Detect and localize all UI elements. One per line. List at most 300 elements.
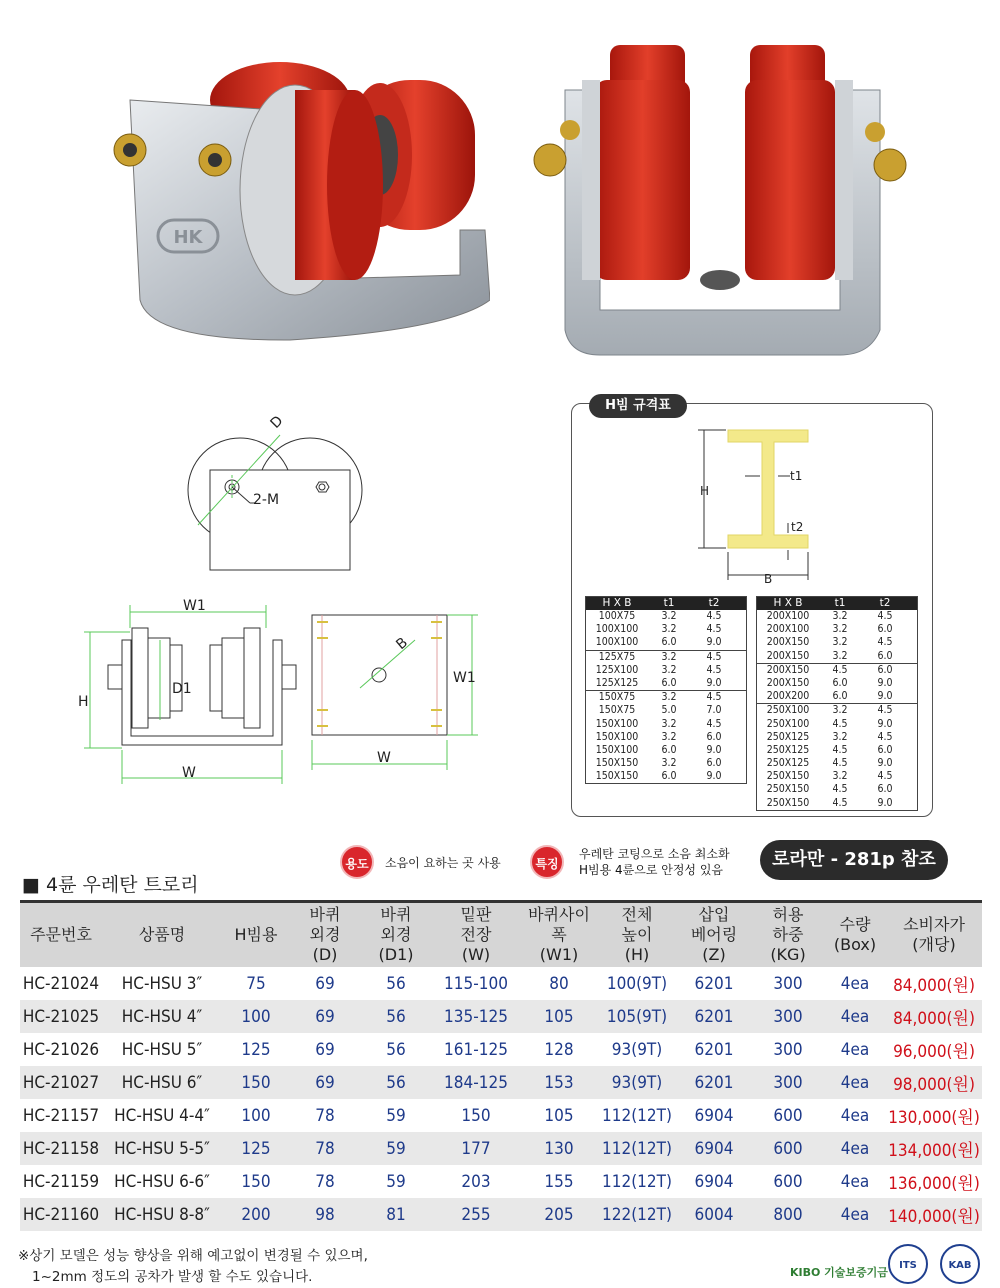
table-cell: 600: [773, 1171, 803, 1192]
col-t2: t2: [708, 597, 720, 609]
spec-hxb: 250X125: [766, 743, 810, 756]
table-cell: 75: [246, 973, 266, 994]
spec-hxb: 150X75: [598, 704, 636, 717]
table-cell: 6201: [676, 1000, 752, 1033]
spec-hxb: 200X150: [766, 663, 810, 676]
table-cell: 153: [520, 1066, 598, 1099]
table-cell: 177: [432, 1132, 520, 1165]
table-cell: 112(12T): [598, 1132, 676, 1165]
kab-logo: KAB: [940, 1244, 980, 1284]
hbeam-spec-row: [757, 797, 917, 810]
table-cell: 184-125: [432, 1066, 520, 1099]
spec-t2: 6.0: [877, 783, 893, 796]
table-cell: 115-100: [444, 973, 508, 994]
table-cell: 140,000(원): [886, 1198, 982, 1231]
table-cell: HC-HSU 5″: [121, 1039, 203, 1060]
spec-t1: 3.2: [832, 649, 848, 662]
its-logo: ITS: [888, 1244, 928, 1284]
hbeam-label-t2: t2: [791, 520, 804, 534]
hbeam-spec-row: [757, 636, 917, 649]
spec-t1: 4.5: [832, 663, 848, 676]
column-header: [222, 902, 290, 968]
table-row: [20, 1165, 982, 1198]
spec-t2: 6.0: [877, 743, 893, 756]
spec-hxb: 100X100: [595, 623, 639, 636]
spec-t1: 4.5: [832, 757, 848, 770]
label-b: B: [393, 634, 411, 654]
hbeam-table-right: [756, 596, 918, 811]
column-header-line: 삽입: [698, 905, 730, 924]
spec-t1: 6.0: [661, 636, 677, 649]
table-cell: 56: [386, 1039, 406, 1060]
table-cell: 69: [290, 1000, 360, 1033]
spec-t1: 6.0: [832, 676, 848, 689]
column-header: [752, 902, 824, 968]
front-view-drawing: [70, 590, 300, 790]
spec-t2: 7.0: [706, 704, 722, 717]
spec-hxb: 125X125: [595, 676, 639, 689]
table-cell: 161-125: [444, 1039, 508, 1060]
table-cell: 6904: [694, 1171, 734, 1192]
column-header-line: (H): [624, 945, 650, 964]
table-cell: 255: [432, 1198, 520, 1231]
spec-t1: 3.2: [832, 623, 848, 636]
spec-t2: 4.5: [706, 650, 722, 663]
column-header-line: 전장: [460, 925, 492, 944]
table-cell: HC-21025: [20, 1000, 102, 1033]
column-header-line: 높이: [621, 925, 653, 944]
hbeam-table-left: [585, 596, 747, 784]
table-cell: 125: [241, 1039, 271, 1060]
table-cell: 150: [241, 1171, 271, 1192]
table-cell: HC-21157: [22, 1105, 100, 1126]
svg-text:HK: HK: [173, 227, 203, 248]
spec-t2: 9.0: [706, 676, 722, 689]
badge-use: 용도: [340, 845, 374, 879]
table-cell: HC-HSU 4-4″: [114, 1105, 210, 1126]
table-cell: 80: [549, 973, 569, 994]
spec-hxb: 150X100: [595, 717, 639, 730]
spec-hxb: 250X150: [766, 770, 810, 783]
hbeam-spec-row: [586, 690, 746, 704]
spec-t2: 4.5: [706, 691, 722, 704]
table-cell: 56: [386, 973, 406, 994]
spec-t2: 6.0: [706, 730, 722, 743]
reference-pill: 로라만 - 281p 참조: [760, 840, 948, 880]
column-header-line: 바퀴사이: [528, 905, 590, 924]
kibo-logo: KIBO 기술보증기금: [790, 1266, 888, 1279]
spec-t1: 3.2: [832, 704, 848, 717]
spec-hxb: 150X75: [598, 691, 636, 704]
spec-t2: 9.0: [706, 770, 722, 783]
label-w-plan: W: [377, 750, 391, 766]
spec-hxb: 250X100: [766, 717, 810, 730]
table-cell: 100: [222, 1000, 290, 1033]
table-cell: 130: [520, 1132, 598, 1165]
top-view-drawing: [180, 405, 390, 575]
spec-t1: 5.0: [661, 704, 677, 717]
table-cell: 300: [752, 1066, 824, 1099]
badge-feature-text: [579, 846, 730, 878]
spec-t1: 3.2: [661, 757, 677, 770]
product-photo-front: [90, 40, 490, 360]
spec-t1: 3.2: [661, 663, 677, 676]
column-header: [102, 902, 222, 968]
table-cell: 78: [315, 1105, 335, 1126]
hbeam-spec-row: [586, 677, 746, 690]
column-header: [598, 902, 676, 968]
table-cell: 300: [773, 1039, 803, 1060]
table-cell: 69: [315, 973, 335, 994]
table-cell: 800: [752, 1198, 824, 1231]
table-cell: 100(9T): [606, 973, 668, 994]
table-cell: 6201: [694, 1039, 734, 1060]
spec-t2: 4.5: [877, 730, 893, 743]
spec-t1: 4.5: [832, 796, 848, 809]
hbeam-spec-row: [757, 783, 917, 796]
table-cell: 69: [315, 1039, 335, 1060]
spec-hxb: 200X150: [766, 649, 810, 662]
column-header: [432, 902, 520, 968]
footer-note-line2: 1~2mm 정도의 공차가 발생 할 수도 있습니다.: [32, 1269, 313, 1285]
table-cell: HC-21159: [22, 1171, 100, 1192]
spec-t2: 4.5: [706, 717, 722, 730]
table-row: [20, 1033, 982, 1066]
table-cell: 150: [461, 1105, 491, 1126]
hbeam-spec-row: [757, 757, 917, 770]
column-header-line: 전체: [621, 905, 653, 924]
column-header: [20, 902, 102, 968]
spec-t2: 4.5: [706, 623, 722, 636]
hbeam-spec-row: [757, 703, 917, 717]
hbeam-table-header: [586, 597, 746, 610]
spec-t1: 3.2: [832, 636, 848, 649]
table-cell: 134,000(원): [886, 1132, 982, 1165]
table-row: [20, 967, 982, 1000]
table-cell: 205: [520, 1198, 598, 1231]
plan-view-drawing: [300, 600, 490, 780]
table-cell: 69: [290, 1066, 360, 1099]
column-header: [360, 902, 432, 968]
table-cell: 105: [544, 1105, 574, 1126]
table-cell: HC-HSU 4″: [102, 1000, 222, 1033]
hbeam-spec-row: [757, 677, 917, 690]
column-header-line: (W1): [539, 945, 579, 964]
table-cell: 105(9T): [598, 1000, 676, 1033]
spec-hxb: 200X150: [766, 636, 810, 649]
spec-t2: 9.0: [877, 796, 893, 809]
footer-note: [18, 1246, 368, 1288]
spec-hxb: 250X150: [766, 783, 810, 796]
spec-t1: 3.2: [661, 730, 677, 743]
column-header-line: 소비자가: [903, 915, 965, 934]
badge-use-text: 소음이 요하는 곳 사용: [385, 856, 501, 870]
table-cell: 200: [222, 1198, 290, 1231]
spec-t1: 4.5: [832, 717, 848, 730]
spec-hxb: 150X150: [595, 757, 639, 770]
table-cell: 300: [773, 973, 803, 994]
spec-hxb: 125X100: [595, 663, 639, 676]
spec-hxb: 100X100: [595, 636, 639, 649]
hbeam-table-header: [757, 597, 917, 610]
spec-hxb: 100X75: [598, 610, 636, 622]
label-d: D: [267, 412, 287, 432]
table-cell: 6904: [676, 1132, 752, 1165]
column-header: [290, 902, 360, 968]
col-t1: t1: [834, 597, 846, 609]
hbeam-spec-row: [586, 757, 746, 770]
hbeam-spec-row: [586, 636, 746, 649]
column-header-line: 허용: [772, 905, 804, 924]
hbeam-spec-row: [586, 664, 746, 677]
spec-t2: 6.0: [706, 757, 722, 770]
badge-feature: 특징: [530, 845, 564, 879]
column-header-line: (D1): [378, 945, 414, 964]
column-header-line: (D): [312, 945, 338, 964]
table-cell: HC-21026: [22, 1039, 100, 1060]
table-cell: 98,000(원): [886, 1066, 982, 1099]
spec-t2: 9.0: [706, 636, 722, 649]
table-cell: HC-HSU 6-6″: [114, 1171, 210, 1192]
table-cell: 59: [386, 1171, 406, 1192]
column-header-line: 외경: [309, 925, 341, 944]
column-header-line: 외경: [380, 925, 412, 944]
table-cell: 6904: [694, 1105, 734, 1126]
spec-t1: 3.2: [661, 691, 677, 704]
spec-t2: 4.5: [877, 636, 893, 649]
table-cell: 4ea: [840, 1105, 870, 1126]
footer-note-line1: ※상기 모델은 성능 향상을 위해 예고없이 변경될 수 있으며,: [18, 1248, 368, 1264]
table-cell: 4ea: [840, 1039, 870, 1060]
table-cell: 6201: [676, 1066, 752, 1099]
spec-hxb: 150X100: [595, 743, 639, 756]
table-cell: 81: [360, 1198, 432, 1231]
label-d1: D1: [172, 681, 192, 697]
spec-t2: 9.0: [877, 717, 893, 730]
table-cell: 6201: [694, 973, 734, 994]
table-cell: 4ea: [840, 1171, 870, 1192]
table-cell: HC-21160: [20, 1198, 102, 1231]
table-cell: 98: [290, 1198, 360, 1231]
table-cell: 4ea: [824, 1066, 886, 1099]
spec-t2: 9.0: [706, 743, 722, 756]
column-header-line: 폭: [551, 925, 567, 944]
hbeam-spec-row: [586, 610, 746, 623]
spec-hxb: 125X75: [598, 650, 636, 663]
table-row: [20, 1198, 982, 1231]
spec-t1: 3.2: [661, 650, 677, 663]
table-cell: HC-21158: [20, 1132, 102, 1165]
table-cell: HC-21024: [22, 973, 100, 994]
table-cell: 96,000(원): [893, 1042, 975, 1062]
hbeam-spec-row: [586, 770, 746, 783]
column-header-line: (Box): [833, 935, 877, 954]
product-photo-side: [520, 40, 920, 360]
table-cell: 56: [360, 1066, 432, 1099]
table-cell: 150: [222, 1066, 290, 1099]
spec-t2: 4.5: [706, 610, 722, 622]
spec-hxb: 200X100: [766, 610, 810, 622]
spec-t2: 6.0: [877, 649, 893, 662]
col-hxb: H X B: [773, 597, 803, 609]
section-title: ■ 4륜 우레탄 트로리: [22, 874, 199, 896]
table-cell: 203: [461, 1171, 491, 1192]
table-cell: 59: [386, 1105, 406, 1126]
hbeam-spec-row: [757, 731, 917, 744]
label-2m: 2-M: [253, 492, 280, 508]
table-cell: 135-125: [432, 1000, 520, 1033]
column-header-line: 수량: [839, 915, 871, 934]
hbeam-spec-row: [757, 610, 917, 623]
table-cell: HC-HSU 3″: [121, 973, 203, 994]
table-cell: 78: [290, 1132, 360, 1165]
spec-hxb: 250X125: [766, 757, 810, 770]
column-header: [676, 902, 752, 968]
table-cell: 56: [360, 1000, 432, 1033]
col-t1: t1: [663, 597, 675, 609]
hbeam-spec-row: [757, 650, 917, 663]
table-cell: HC-HSU 8-8″: [102, 1198, 222, 1231]
label-w: W: [182, 765, 196, 781]
column-header-line: 주문번호: [30, 925, 92, 944]
hbeam-spec-title: H빔 규격표: [589, 394, 687, 418]
table-cell: 125: [222, 1132, 290, 1165]
spec-t1: 6.0: [832, 690, 848, 703]
hbeam-spec-row: [757, 770, 917, 783]
table-cell: 4ea: [824, 1198, 886, 1231]
table-cell: 112(12T): [602, 1105, 672, 1126]
spec-t2: 4.5: [877, 704, 893, 717]
badge-feature-line1: 우레탄 코팅으로 소음 최소화: [579, 847, 730, 861]
table-cell: 59: [360, 1132, 432, 1165]
hbeam-spec-row: [757, 744, 917, 757]
spec-t2: 6.0: [877, 623, 893, 636]
column-header-line: (KG): [770, 945, 806, 964]
spec-hxb: 150X150: [595, 770, 639, 783]
column-header-line: (개당): [912, 935, 956, 954]
hbeam-spec-row: [586, 731, 746, 744]
table-cell: 105: [520, 1000, 598, 1033]
hbeam-label-b: B: [764, 572, 773, 585]
spec-t1: 3.2: [832, 770, 848, 783]
table-cell: 84,000(원): [886, 1000, 982, 1033]
label-w1: W1: [183, 598, 206, 614]
column-header-line: 밑판: [460, 905, 492, 924]
spec-t1: 6.0: [661, 743, 677, 756]
spec-hxb: 200X100: [766, 623, 810, 636]
table-cell: 155: [544, 1171, 574, 1192]
column-header-line: 바퀴: [309, 905, 341, 924]
column-header-line: 베어링: [690, 925, 738, 944]
spec-t2: 6.0: [877, 663, 893, 676]
spec-t2: 4.5: [706, 663, 722, 676]
col-t2: t2: [879, 597, 891, 609]
spec-t1: 6.0: [661, 770, 677, 783]
spec-t1: 3.2: [661, 610, 677, 622]
table-cell: HC-21027: [20, 1066, 102, 1099]
column-header-line: 상품명: [138, 925, 186, 944]
table-cell: 4ea: [840, 973, 870, 994]
spec-t1: 6.0: [661, 676, 677, 689]
table-cell: 84,000(원): [893, 976, 975, 996]
table-cell: 93(9T): [598, 1066, 676, 1099]
table-row: [20, 1000, 982, 1033]
spec-t1: 4.5: [832, 743, 848, 756]
spec-t2: 9.0: [877, 757, 893, 770]
product-table-header: [20, 902, 982, 968]
spec-hxb: 250X125: [766, 730, 810, 743]
column-header: [824, 902, 886, 968]
spec-t1: 3.2: [661, 717, 677, 730]
column-header-line: (Z): [702, 945, 726, 964]
column-header-line: 하중: [772, 925, 804, 944]
column-header: [520, 902, 598, 968]
hbeam-spec-row: [757, 623, 917, 636]
spec-t2: 4.5: [877, 770, 893, 783]
column-header-line: (W): [461, 945, 491, 964]
table-cell: 122(12T): [598, 1198, 676, 1231]
spec-t1: 4.5: [832, 783, 848, 796]
column-header: [886, 902, 982, 968]
spec-hxb: 250X100: [766, 704, 810, 717]
hbeam-spec-row: [586, 704, 746, 717]
table-cell: 78: [315, 1171, 335, 1192]
hbeam-spec-row: [586, 650, 746, 664]
hbeam-label-h: H: [700, 484, 710, 498]
table-row: [20, 1132, 982, 1165]
table-cell: 600: [773, 1105, 803, 1126]
spec-hxb: 200X200: [766, 690, 810, 703]
table-cell: 128: [544, 1039, 574, 1060]
table-cell: 93(9T): [611, 1039, 663, 1060]
table-cell: 600: [752, 1132, 824, 1165]
table-cell: HC-HSU 5-5″: [102, 1132, 222, 1165]
table-row: [20, 1099, 982, 1132]
spec-t1: 3.2: [661, 623, 677, 636]
spec-t1: 3.2: [832, 610, 848, 622]
table-cell: 112(12T): [602, 1171, 672, 1192]
spec-hxb: 250X150: [766, 796, 810, 809]
label-h: H: [78, 694, 89, 710]
spec-hxb: 200X150: [766, 676, 810, 689]
column-header-line: 바퀴: [380, 905, 412, 924]
hbeam-spec-row: [586, 718, 746, 731]
spec-hxb: 150X100: [595, 730, 639, 743]
spec-t2: 9.0: [877, 676, 893, 689]
hbeam-spec-row: [757, 690, 917, 703]
hbeam-spec-row: [586, 744, 746, 757]
badge-feature-line2: H빔용 4륜으로 안정성 있음: [579, 863, 724, 877]
hbeam-section-drawing: [690, 425, 820, 585]
col-hxb: H X B: [602, 597, 632, 609]
hbeam-spec-row: [757, 718, 917, 731]
table-cell: 100: [241, 1105, 271, 1126]
table-cell: 4ea: [824, 1132, 886, 1165]
table-cell: 136,000(원): [888, 1174, 980, 1194]
table-row: [20, 1066, 982, 1099]
hbeam-spec-row: [757, 663, 917, 677]
column-header-line: H빔용: [234, 925, 278, 944]
spec-t1: 3.2: [832, 730, 848, 743]
product-table: [20, 900, 982, 1231]
table-cell: 4ea: [824, 1000, 886, 1033]
table-cell: 130,000(원): [888, 1108, 980, 1128]
hbeam-label-t1: t1: [790, 469, 803, 483]
table-cell: 300: [752, 1000, 824, 1033]
spec-t2: 4.5: [877, 610, 893, 622]
hbeam-spec-row: [586, 623, 746, 636]
label-w1-plan: W1: [453, 670, 476, 686]
